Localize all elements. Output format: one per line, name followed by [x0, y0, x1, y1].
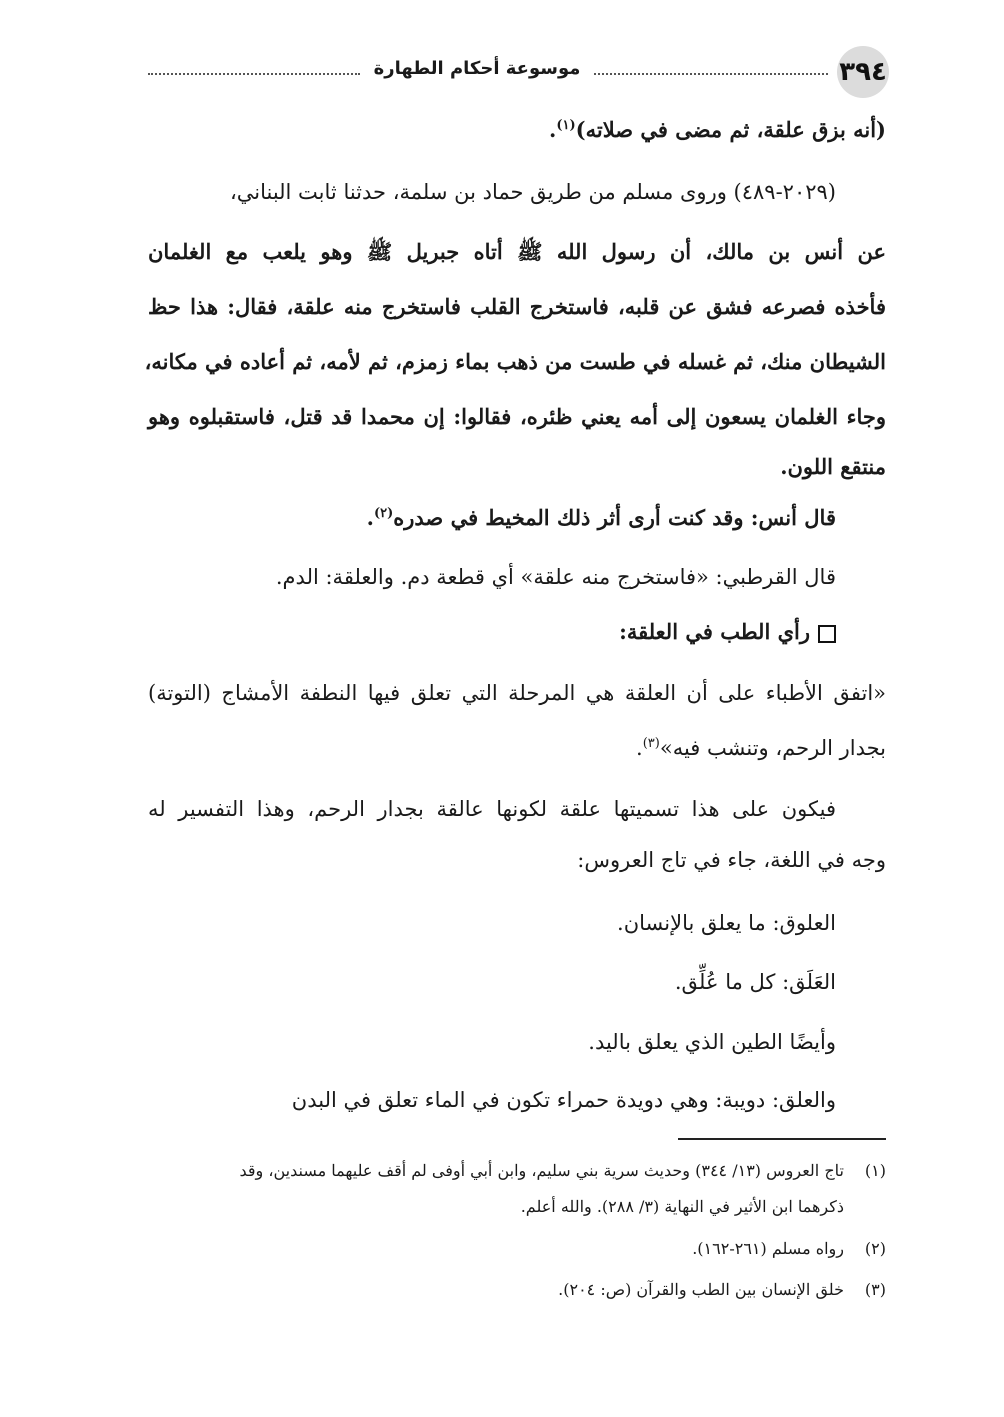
hadith-intro: (٢٠٢٩-٤٨٩) وروى مسلم من طريق حماد بن سلمة، حدثنا ثابت البناني، [229, 180, 836, 204]
text-line-11: «اتفق الأطباء على أن العلقة هي المرحلة التي تعلق فيها النطفة الأمشاج (التوتة) [148, 681, 886, 705]
text-line-2 [230, 172, 836, 212]
section-heading [619, 612, 836, 652]
footnote-ref-2: (٢) [373, 506, 394, 521]
text-line-3: عن أنس بن مالك، أن رسول الله ﷺ أتاه جبريل ﷺ وهو يلعب مع الغلمان [148, 239, 886, 264]
text-line-7: منتقع اللون. [780, 454, 886, 479]
header-dotted-rule-left [148, 73, 360, 75]
text-line-14: وجه في اللغة، جاء في تاج العروس: [577, 848, 886, 872]
text-line-5: الشيطان منك، ثم غسله في طست من ذهب بماء زمزم، ثم لأمه، ثم أعاده في مكانه، [144, 349, 886, 374]
running-title: موسوعة أحكام الطهارة [373, 58, 581, 79]
footnote-3-text: خلق الإنسان بين الطب والقرآن (ص: ٢٠٤). [558, 1280, 844, 1299]
text-line-9: قال القرطبي: «فاستخرج منه علقة» أي قطعة دم. والعلقة: الدم. [275, 565, 836, 589]
text-line-13: فيكون على هذا تسميتها علقة لكونها عالقة بجدار الرحم، وهذا التفسير له [148, 797, 836, 821]
footnote-2 [692, 1234, 886, 1264]
text-line-4: فأخذه فصرعه فشق عن قلبه، فاستخرج القلب فاستخرج منه علقة، فقال: هذا حظ [148, 294, 886, 319]
text-line-17: وأيضًا الطين الذي يعلق باليد. [588, 1030, 836, 1054]
text-line-16: العَلَق: كل ما عُلِّق. [674, 970, 836, 994]
text-line-6: وجاء الغلمان يسعون إلى أمه يعني ظئره، فقالوا: إن محمدا قد قتل، فاستقبلوه وهو [148, 404, 886, 429]
text-line-15: العلوق: ما يعلق بالإنسان. [617, 911, 836, 935]
text-line-12: بجدار الرحم، وتنشب فيه»$^{(٣)}$. [636, 736, 886, 760]
footnote-1 [239, 1156, 886, 1186]
section-heading-text: رأي الطب في العلقة: [619, 619, 810, 644]
text-line-1: (أنه بزق علقة، ثم مضى في صلاته)$^{(١)}$. [549, 117, 886, 142]
text-line-8-content: قال أنس: وقد كنت أرى أثر ذلك المخيط في صدره [393, 505, 836, 530]
footnote-1-text: تاج العروس (١٣/ ٣٤٤) وحديث سرية بني سليم، وابن أبي أوفى لم أقف عليهما مسندين، وقد [239, 1161, 844, 1180]
page-number: ٣٩٤ [839, 57, 887, 87]
footnote-separator [678, 1138, 886, 1140]
header-dotted-rule-right [594, 73, 828, 75]
text-line-12-content: بجدار الرحم، وتنشب فيه» [659, 736, 886, 760]
footnote-ref-3: (٣) [642, 736, 660, 751]
footnote-1-number: (١) [864, 1161, 886, 1180]
footnote-2-number: (٢) [864, 1239, 886, 1258]
footnote-3 [558, 1275, 886, 1305]
text-line-18: والعلق: دويبة: وهي دويدة حمراء تكون في الماء تعلق في البدن [291, 1088, 836, 1112]
page-number-badge [837, 46, 889, 98]
text-line-8: قال أنس: وقد كنت أرى أثر ذلك المخيط في صدره$^{(٢)}$. [366, 505, 836, 530]
text-line-1-content: (أنه بزق علقة، ثم مضى في صلاته) [575, 117, 886, 142]
checkbox-icon [818, 625, 836, 643]
footnote-3-number: (٣) [864, 1280, 886, 1299]
footnote-1-continued: ذكرهما ابن الأثير في النهاية (٣/ ٢٨٨). والله أعلم. [520, 1197, 844, 1216]
footnote-ref-1: (١) [556, 118, 576, 133]
footnote-2-text: رواه مسلم (٢٦١-١٦٢). [692, 1239, 844, 1258]
